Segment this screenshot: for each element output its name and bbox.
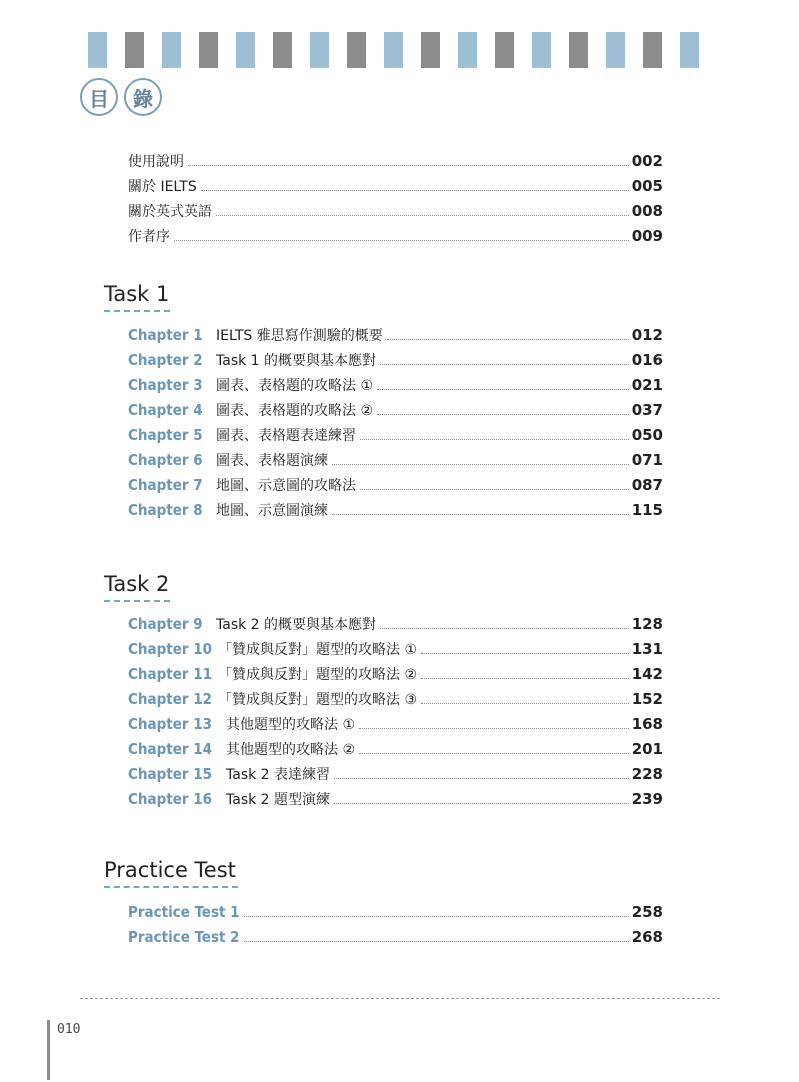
page-title: [80, 78, 162, 116]
chapter-page: 131: [631, 640, 663, 658]
chapter-title: 地圖、示意圖演練: [216, 503, 328, 519]
bar-stripe: [495, 32, 514, 68]
toc-entry-chapter[interactable]: [128, 614, 663, 638]
bar-stripe: [643, 32, 662, 68]
toc-entry-chapter[interactable]: [128, 350, 663, 374]
entry-page: 002: [631, 152, 663, 170]
dot-leader: [244, 941, 629, 942]
bar-stripe: [236, 32, 255, 68]
bar-stripe: [347, 32, 366, 68]
chapter-number: Chapter 5: [128, 426, 203, 444]
toc-entry-chapter[interactable]: [128, 400, 663, 424]
top-decorative-bar: [88, 32, 713, 68]
chapter-number: Chapter 12: [128, 690, 213, 708]
chapter-title: 其他題型的攻略法 ②: [226, 742, 356, 758]
chapter-title: Task 2 表達練習: [226, 767, 331, 783]
chapter-number: Chapter 3: [128, 376, 203, 394]
bar-stripe: [310, 32, 329, 68]
chapter-title: 其他題型的攻略法 ①: [226, 717, 356, 733]
chapter-number: Chapter 15: [128, 765, 213, 783]
chapter-page: 239: [631, 790, 663, 808]
chapter-number: Chapter 2: [128, 351, 203, 369]
toc-entry-chapter[interactable]: [128, 639, 663, 663]
section-title-task2: Task 2: [104, 572, 170, 596]
entry-label: 關於英式英語: [128, 204, 212, 220]
dot-leader: [332, 464, 629, 465]
toc-entry-front[interactable]: [128, 201, 663, 225]
toc-entry-chapter[interactable]: [128, 425, 663, 449]
chapter-title: 地圖、示意圖的攻略法: [216, 478, 356, 494]
toc-entry-front[interactable]: [128, 176, 663, 200]
chapter-title: 圖表、表格題表達練習: [216, 428, 356, 444]
dot-leader: [188, 165, 629, 166]
chapter-page: 201: [631, 740, 663, 758]
bar-stripe: [125, 32, 144, 68]
title-char-1: 目: [80, 78, 118, 116]
dot-leader: [332, 514, 629, 515]
chapter-page: 228: [631, 765, 663, 783]
practice-test-label: Practice Test 1: [128, 903, 240, 921]
chapter-page: 021: [631, 376, 663, 394]
footer-divider: [80, 998, 720, 999]
bar-stripe: [162, 32, 181, 68]
entry-label: 使用說明: [128, 154, 184, 170]
chapter-title: 「贊成與反對」題型的攻略法 ②: [218, 667, 418, 683]
chapter-title: Task 2 題型演練: [226, 792, 331, 808]
chapter-number: Chapter 8: [128, 501, 203, 519]
chapter-number: Chapter 6: [128, 451, 203, 469]
toc-entry-chapter[interactable]: [128, 764, 663, 788]
chapter-title: 「贊成與反對」題型的攻略法 ①: [218, 642, 418, 658]
chapter-page: 012: [631, 326, 663, 344]
chapter-title: 圖表、表格題的攻略法 ①: [216, 378, 374, 394]
dot-leader: [377, 389, 629, 390]
chapter-page: 050: [631, 426, 663, 444]
page-number-bar: [47, 1020, 50, 1080]
chapter-number: Chapter 10: [128, 640, 213, 658]
title-char-2: 錄: [124, 78, 162, 116]
entry-label: 作者序: [128, 229, 170, 245]
chapter-number: Chapter 16: [128, 790, 213, 808]
toc-entry-chapter[interactable]: [128, 689, 663, 713]
toc-entry-front[interactable]: [128, 151, 663, 175]
toc-entry-practice[interactable]: [128, 928, 663, 952]
chapter-number: Chapter 9: [128, 615, 203, 633]
section-title-practice: Practice Test: [104, 858, 236, 882]
chapter-number: Chapter 7: [128, 476, 203, 494]
entry-page: 009: [631, 227, 663, 245]
bar-stripe: [532, 32, 551, 68]
chapter-page: 071: [631, 451, 663, 469]
bar-stripe: [384, 32, 403, 68]
chapter-title: 圖表、表格題的攻略法 ②: [216, 403, 374, 419]
chapter-page: 142: [631, 665, 663, 683]
chapter-page: 168: [631, 715, 663, 733]
toc-entry-chapter[interactable]: [128, 325, 663, 349]
toc-entry-chapter[interactable]: [128, 789, 663, 813]
toc-entry-practice[interactable]: [128, 903, 663, 927]
toc-entry-front[interactable]: [128, 226, 663, 250]
toc-entry-chapter[interactable]: [128, 450, 663, 474]
section-underline: [104, 310, 170, 312]
chapter-number: Chapter 1: [128, 326, 203, 344]
practice-test-label: Practice Test 2: [128, 928, 240, 946]
page-number: 010: [57, 1022, 81, 1037]
chapter-number: Chapter 14: [128, 740, 213, 758]
dot-leader: [216, 215, 629, 216]
dot-leader: [360, 489, 629, 490]
section-underline: [104, 600, 170, 602]
bar-stripe: [606, 32, 625, 68]
section-title-task1: Task 1: [104, 282, 170, 306]
dot-leader: [201, 190, 629, 191]
toc-entry-chapter[interactable]: [128, 739, 663, 763]
section-underline: [104, 886, 238, 888]
chapter-page: 152: [631, 690, 663, 708]
dot-leader: [174, 240, 629, 241]
dot-leader: [244, 916, 629, 917]
dot-leader: [380, 628, 629, 629]
bar-stripe: [88, 32, 107, 68]
chapter-number: Chapter 11: [128, 665, 213, 683]
entry-label: 關於 IELTS: [128, 179, 197, 195]
dot-leader: [359, 753, 629, 754]
chapter-page: 037: [631, 401, 663, 419]
practice-test-page: 268: [631, 928, 663, 946]
dot-leader: [360, 439, 629, 440]
chapter-title: Task 2 的概要與基本應對: [216, 617, 377, 633]
dot-leader: [334, 778, 629, 779]
dot-leader: [380, 364, 629, 365]
dot-leader: [377, 414, 629, 415]
chapter-page: 016: [631, 351, 663, 369]
practice-test-page: 258: [631, 903, 663, 921]
bar-stripe: [458, 32, 477, 68]
dot-leader: [421, 678, 629, 679]
toc-entry-chapter[interactable]: [128, 375, 663, 399]
bar-stripe: [680, 32, 699, 68]
bar-stripe: [569, 32, 588, 68]
toc-entry-chapter[interactable]: [128, 714, 663, 738]
chapter-number: Chapter 13: [128, 715, 213, 733]
dot-leader: [421, 703, 629, 704]
chapter-number: Chapter 4: [128, 401, 203, 419]
chapter-page: 115: [631, 501, 663, 519]
bar-stripe: [421, 32, 440, 68]
chapter-title: IELTS 雅思寫作測驗的概要: [216, 328, 383, 344]
toc-entry-chapter[interactable]: [128, 475, 663, 499]
chapter-title: 圖表、表格題演練: [216, 453, 328, 469]
toc-entry-chapter[interactable]: [128, 500, 663, 524]
entry-page: 005: [631, 177, 663, 195]
chapter-page: 128: [631, 615, 663, 633]
dot-leader: [359, 728, 629, 729]
bar-stripe: [199, 32, 218, 68]
bar-stripe: [273, 32, 292, 68]
chapter-page: 087: [631, 476, 663, 494]
chapter-title: 「贊成與反對」題型的攻略法 ③: [218, 692, 418, 708]
chapter-title: Task 1 的概要與基本應對: [216, 353, 377, 369]
dot-leader: [334, 803, 629, 804]
dot-leader: [387, 339, 629, 340]
toc-entry-chapter[interactable]: [128, 664, 663, 688]
dot-leader: [421, 653, 629, 654]
entry-page: 008: [631, 202, 663, 220]
